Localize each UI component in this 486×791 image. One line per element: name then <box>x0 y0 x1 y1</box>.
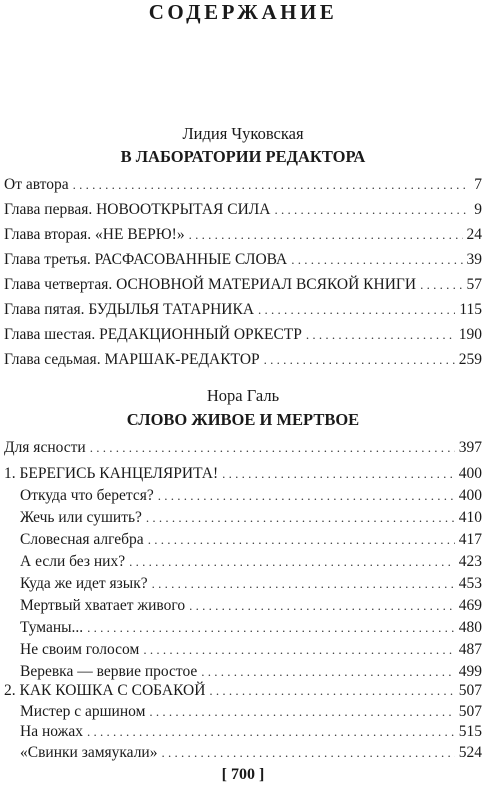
toc-entry-label: Не своим голосом <box>20 641 140 658</box>
toc-entry[interactable] <box>4 175 482 195</box>
dot-leader <box>258 300 455 320</box>
dot-leader <box>274 200 470 220</box>
toc-entry[interactable] <box>4 438 482 458</box>
toc-entry-page: 507 <box>458 703 482 720</box>
toc-entry-label: На ножах <box>20 723 83 740</box>
toc-entry-page: 453 <box>458 575 482 592</box>
dot-leader <box>87 722 455 742</box>
toc-entry-page: 410 <box>458 509 482 526</box>
toc-entry-page: 507 <box>458 682 482 699</box>
toc-entry-page: 397 <box>458 439 482 456</box>
dot-leader <box>291 250 462 270</box>
toc-entry-label: Глава шестая. РЕДАКЦИОННЫЙ ОРКЕСТР <box>4 326 302 343</box>
toc-entry-page: 423 <box>458 553 482 570</box>
toc-entry-label: Глава седьмая. МАРШАК-РЕДАКТОР <box>4 351 260 368</box>
toc-entry-page: 9 <box>474 201 482 218</box>
toc-entry[interactable] <box>20 640 482 660</box>
dot-leader <box>148 530 455 550</box>
toc-entry-label: Глава четвертая. ОСНОВНОЙ МАТЕРИАЛ ВСЯКОЙ КНИГИ <box>4 276 417 293</box>
section-author: Лидия Чуковская <box>182 124 304 143</box>
toc-entry-page: 115 <box>459 301 482 318</box>
toc-entry[interactable] <box>4 681 482 701</box>
page-title: СОДЕРЖАНИЕ <box>148 0 338 24</box>
toc-entry[interactable] <box>20 702 482 722</box>
toc-entry[interactable] <box>20 596 482 616</box>
page-number: [ 700 ] <box>221 766 265 783</box>
toc-entry[interactable] <box>20 722 482 742</box>
toc-entry[interactable] <box>4 275 482 295</box>
dot-leader <box>189 225 463 245</box>
toc-entry-label: Туманы... <box>20 619 84 636</box>
section-book-title: В ЛАБОРАТОРИИ РЕДАКТОРА <box>120 147 366 166</box>
toc-entry-label: Откуда что берется? <box>20 487 154 504</box>
toc-entry-page: 400 <box>458 465 482 482</box>
toc-entry-page: 39 <box>466 251 482 268</box>
toc-entry[interactable] <box>4 200 482 220</box>
dot-leader <box>209 681 454 701</box>
toc-entry[interactable] <box>4 300 482 320</box>
toc-entry[interactable] <box>4 250 482 270</box>
toc-entry-label: Глава вторая. «НЕ ВЕРЮ!» <box>4 226 185 243</box>
dot-leader <box>129 552 455 572</box>
toc-entry[interactable] <box>20 552 482 572</box>
dot-leader <box>143 640 454 660</box>
toc-entry-page: 487 <box>458 641 482 658</box>
toc-entry-label: 2. КАК КОШКА С СОБАКОЙ <box>4 682 206 699</box>
toc-entry-label: Мистер с аршином <box>20 703 146 720</box>
section-author: Нора Галь <box>206 386 280 405</box>
toc-entry-label: Мертвый хватает живого <box>20 597 186 614</box>
toc-entry-page: 7 <box>474 176 482 193</box>
toc-entry-label: Веревка — вервие простое <box>20 663 198 680</box>
toc-entry-page: 469 <box>458 597 482 614</box>
toc-entry-label: Словесная алгебра <box>20 531 144 548</box>
dot-leader <box>161 743 454 763</box>
toc-entry-label: Куда же идет язык? <box>20 575 148 592</box>
section-book-title: СЛОВО ЖИВОЕ И МЕРТВОЕ <box>126 410 360 429</box>
toc-entry-label: Для ясности <box>4 439 86 456</box>
toc-entry-label: Глава третья. РАСФАСОВАННЫЕ СЛОВА <box>4 251 288 268</box>
dot-leader <box>158 486 455 506</box>
dot-leader <box>87 618 455 638</box>
dot-leader <box>146 508 455 528</box>
dot-leader <box>420 275 462 295</box>
toc-entry[interactable] <box>20 486 482 506</box>
toc-entry-label: Глава пятая. БУДЫЛЬЯ ТАТАРНИКА <box>4 301 255 318</box>
dot-leader <box>189 596 455 616</box>
dot-leader <box>201 662 454 682</box>
toc-entry[interactable] <box>20 530 482 550</box>
toc-entry-page: 480 <box>458 619 482 636</box>
toc-entry-label: А если без них? <box>20 553 126 570</box>
toc-entry-page: 524 <box>458 744 482 761</box>
dot-leader <box>306 325 455 345</box>
toc-entry[interactable] <box>4 225 482 245</box>
dot-leader <box>152 574 455 594</box>
toc-entry-label: Глава первая. НОВООТКРЫТАЯ СИЛА <box>4 201 271 218</box>
toc-entry[interactable] <box>20 574 482 594</box>
toc-entry-label: 1. БЕРЕГИСЬ КАНЦЕЛЯРИТА! <box>4 465 219 482</box>
dot-leader <box>222 464 455 484</box>
toc-entry[interactable] <box>4 350 482 370</box>
toc-entry-page: 417 <box>458 531 482 548</box>
toc-entry-page: 259 <box>458 351 482 368</box>
toc-entry-page: 515 <box>458 723 482 740</box>
toc-entry[interactable] <box>20 662 482 682</box>
toc-entry-page: 24 <box>466 226 482 243</box>
toc-entry[interactable] <box>20 618 482 638</box>
dot-leader <box>90 438 455 458</box>
dot-leader <box>73 175 471 195</box>
toc-entry-page: 400 <box>458 487 482 504</box>
toc-entry[interactable] <box>20 508 482 528</box>
toc-entry[interactable] <box>4 325 482 345</box>
toc-entry[interactable] <box>20 743 482 763</box>
dot-leader <box>149 702 454 722</box>
dot-leader <box>264 350 455 370</box>
toc-entry-page: 190 <box>458 326 482 343</box>
toc-entry-page: 57 <box>466 276 482 293</box>
toc-entry-label: «Свинки замяукали» <box>20 744 158 761</box>
toc-entry-page: 499 <box>458 663 482 680</box>
toc-entry-label: От автора <box>4 176 69 193</box>
toc-entry-label: Жечь или сушить? <box>20 509 142 526</box>
toc-entry[interactable] <box>4 464 482 484</box>
